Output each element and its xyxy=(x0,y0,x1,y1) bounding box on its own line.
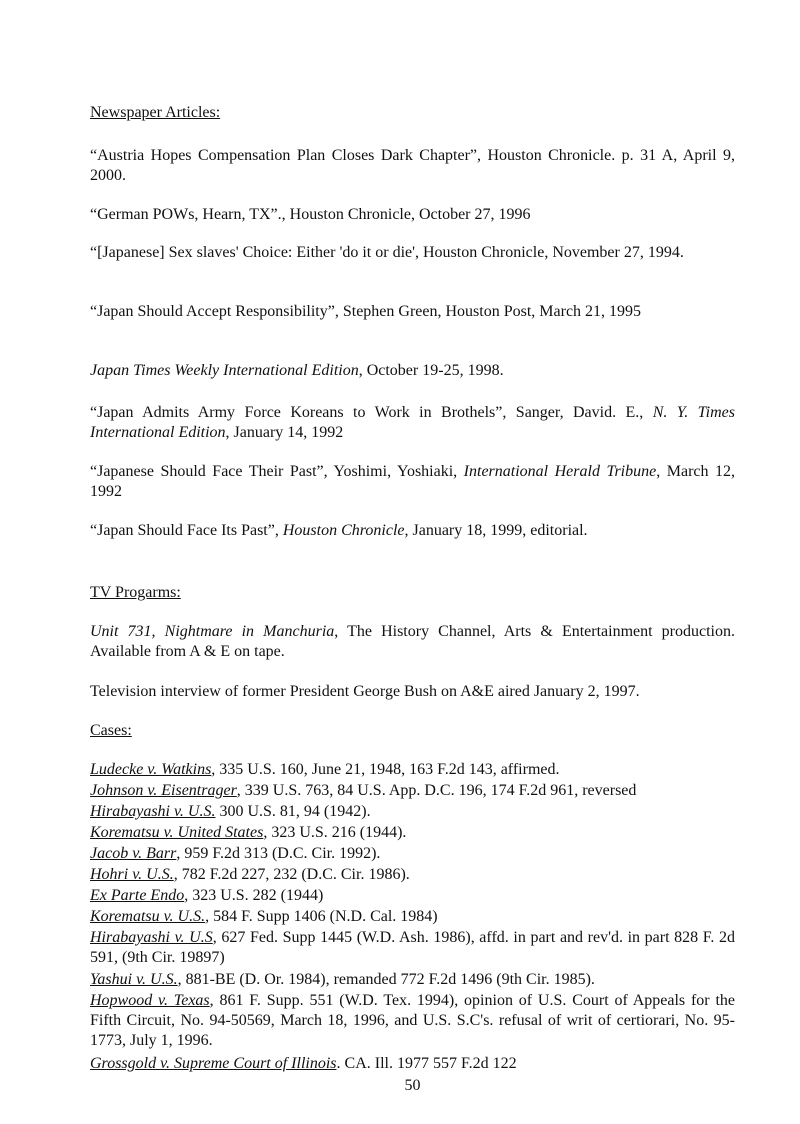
tv-heading: TV Progarms: xyxy=(90,584,181,601)
case-item-5-rest: , 959 F.2d 313 (D.C. Cir. 1992). xyxy=(176,845,381,862)
newspaper-item-1: “Austria Hopes Compensation Plan Closes Dark Chapter”, Houston Chronicle. p. 31 A, April 9, 2000. xyxy=(90,147,735,184)
case-item-4 xyxy=(90,823,735,843)
newspaper-item-8-pre: “Japan Should Face Its Past”, xyxy=(90,522,283,539)
newspaper-item-8 xyxy=(90,521,735,541)
case-item-11 xyxy=(90,991,735,1051)
case-item-12-rest: . CA. Ill. 1977 557 F.2d 122 xyxy=(336,1055,517,1072)
case-item-2-name: Johnson v. Eisentrager xyxy=(90,782,237,799)
case-item-6-rest: , 782 F.2d 227, 232 (D.C. Cir. 1986). xyxy=(173,866,410,883)
newspaper-item-7-rest: , March 12, 1992 xyxy=(90,463,735,500)
newspaper-item-5-rest: , October 19-25, 1998. xyxy=(358,362,504,379)
newspaper-item-7-pre: “Japanese Should Face Their Past”, Yoshimi, Yoshiaki, xyxy=(90,463,464,480)
case-item-6 xyxy=(90,865,735,885)
newspaper-item-6-pre: “Japan Admits Army Force Koreans to Work in Brothels”, Sanger, David. E., xyxy=(90,404,653,421)
case-item-9-rest: , 627 Fed. Supp 1445 (W.D. Ash. 1986), affd. in part and rev'd. in part 828 F. 2d 591, (9th Cir. 19897) xyxy=(90,929,736,966)
case-item-7-rest: , 323 U.S. 282 (1944) xyxy=(184,887,324,904)
newspaper-item-7-title: International Herald Tribune xyxy=(463,463,657,480)
case-item-12 xyxy=(90,1054,650,1074)
case-item-8-rest: , 584 F. Supp 1406 (N.D. Cal. 1984) xyxy=(205,908,438,925)
newspaper-item-6-title: N. Y. Times International Edition xyxy=(90,404,736,441)
case-item-11-name: Hopwood v. Texas xyxy=(90,992,210,1009)
tv-item-1-rest: , The History Channel, Arts & Entertainment production. Available from A & E on tape. xyxy=(90,623,736,660)
newspaper-item-5 xyxy=(90,361,735,381)
cases-heading: Cases: xyxy=(90,722,132,739)
case-item-10-name: Yashui v. U.S. xyxy=(90,971,178,988)
case-item-8 xyxy=(90,907,735,927)
newspaper-item-6 xyxy=(90,403,735,443)
case-item-12-name: Grossgold v. Supreme Court of Illinois xyxy=(90,1055,337,1072)
newspaper-item-3: “[Japanese] Sex slaves' Choice: Either 'do it or die', Houston Chronicle, November 27, 1994. xyxy=(90,244,684,261)
newspaper-item-5-title: Japan Times Weekly International Edition xyxy=(90,362,359,379)
case-item-2-rest: , 339 U.S. 763, 84 U.S. App. D.C. 196, 174 F.2d 961, reversed xyxy=(236,782,637,799)
case-item-9 xyxy=(90,928,735,968)
tv-item-1-title: Unit 731, Nightmare in Manchuria xyxy=(90,623,335,640)
case-item-4-name: Korematsu v. United States xyxy=(90,824,264,841)
tv-item-2: Television interview of former President George Bush on A&E aired January 2, 1997. xyxy=(90,683,640,700)
case-item-3-name: Hirabayashi v. U.S. xyxy=(90,803,216,820)
case-item-5 xyxy=(90,844,735,864)
newspaper-item-2: “German POWs, Hearn, TX”., Houston Chronicle, October 27, 1996 xyxy=(90,206,531,223)
newspaper-item-4: “Japan Should Accept Responsibility”, Stephen Green, Houston Post, March 21, 1995 xyxy=(90,303,642,320)
newspaper-heading: Newspaper Articles: xyxy=(90,104,221,121)
newspaper-item-8-rest: , January 18, 1999, editorial. xyxy=(404,522,588,539)
case-item-9-name: Hirabayashi v. U.S xyxy=(90,929,213,946)
page-number: 50 xyxy=(404,1077,421,1094)
case-item-11-rest: , 861 F. Supp. 551 (W.D. Tex. 1994), opinion of U.S. Court of Appeals for the Fifth Circuit, No. 94-50569, March 18, 1996, and U.S. S.C's. refusal of writ of certiorari, No. 95-1773, July 1, 1996. xyxy=(90,992,736,1049)
case-item-1-name: Ludecke v. Watkins xyxy=(90,761,212,778)
case-item-10-rest: , 881-BE (D. Or. 1984), remanded 772 F.2d 1496 (9th Cir. 1985). xyxy=(177,971,595,988)
tv-item-1 xyxy=(90,622,735,662)
case-item-3-rest: 300 U.S. 81, 94 (1942). xyxy=(215,803,371,820)
document-page xyxy=(90,0,735,1124)
newspaper-item-8-title: Houston Chronicle xyxy=(282,522,405,539)
case-item-1-rest: , 335 U.S. 160, June 21, 1948, 163 F.2d 143, affirmed. xyxy=(211,761,560,778)
case-item-7-name: Ex Parte Endo xyxy=(90,887,185,904)
case-item-10 xyxy=(90,970,735,990)
case-item-3 xyxy=(90,802,735,822)
case-item-6-name: Hohri v. U.S. xyxy=(90,866,174,883)
case-item-1 xyxy=(90,760,735,780)
case-item-7 xyxy=(90,886,735,906)
case-item-2 xyxy=(90,781,735,801)
case-item-4-rest: , 323 U.S. 216 (1944). xyxy=(263,824,407,841)
case-item-5-name: Jacob v. Barr xyxy=(90,845,177,862)
case-item-8-name: Korematsu v. U.S. xyxy=(90,908,206,925)
newspaper-item-7 xyxy=(90,462,735,502)
newspaper-item-6-rest: , January 14, 1992 xyxy=(225,424,344,441)
